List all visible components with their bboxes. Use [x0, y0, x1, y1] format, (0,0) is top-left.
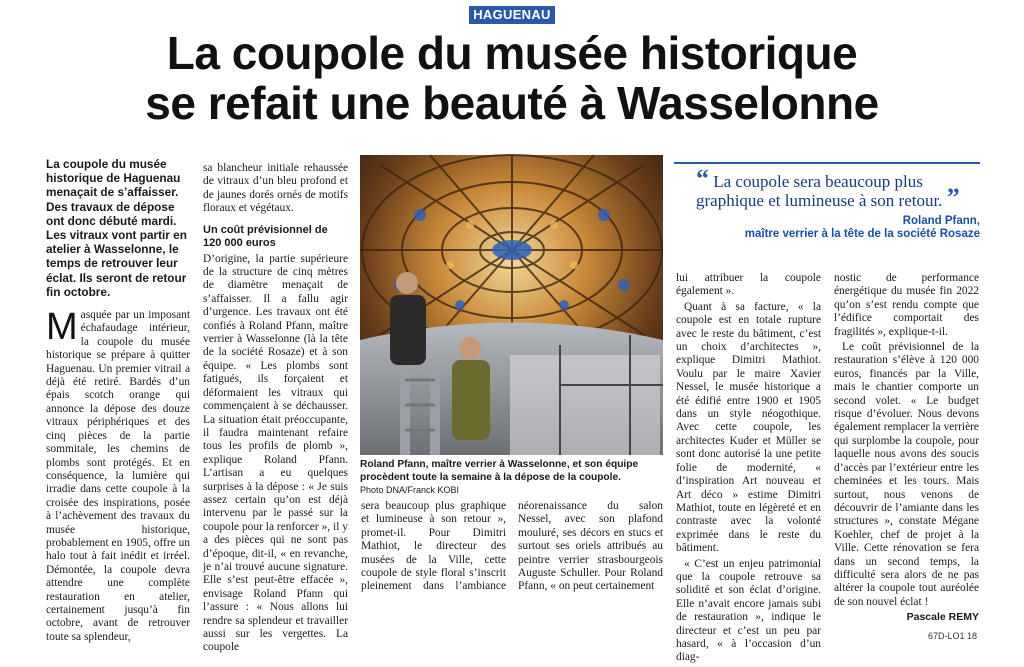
- column-2-body: D’origine, la partie supérieure de la structure de cinq mètres de diamètre menaçait de s’affaisser. Il a fallu agir d’urgence. Les travaux ont été confiés à Roland Pfann, maître verrier à Wasselonne (là la tête de la société Rosaze) et à son équipe. « Les plombs sont fatigués, ils forçaient et déformaient les vitraux qui commençaient à se déchausser. La situation était préoccupante, il faudra maintenant refaire tous les profils de plomb », explique Roland Pfann. L’artisan a eu quelques surprises à la dépose : « Je suis assez certain qu’on est déjà intervenu par le passé sur la coupole pour la renforcer », il y a des pièces qui ne sont pas d’époque, dit-il, « en revanche, je n’ai trouvé aucune signature. Elle s’est peut-être effacée », envisage Roland Pfann qui l’assure : « Nous allons lui rendre sa splendeur et travailler aussi sur les vergettes. La coupole: [203, 252, 348, 654]
- headline-line-1: La coupole du musée historique: [166, 27, 858, 79]
- photo-caption: [360, 459, 663, 498]
- section-kicker: HAGUENAU: [469, 6, 555, 24]
- quote-body: La coupole sera beaucoup plus graphique et lumineuse à son retour.: [696, 172, 943, 210]
- headline: [0, 28, 1024, 128]
- caption-text: Roland Pfann, maître verrier à Wasselonne, et son équipe procèdent toute la semaine à la dépose de la coupole.: [360, 459, 639, 483]
- column-2-intro: sa blancheur initiale rehaussée de vitraux d’un bleu profond et de jaunes dorés ornés de motifs floraux et végétaux.: [203, 162, 348, 215]
- column-4-body-2: « C’est un enjeu patrimonial que la coupole retrouve sa solidité et son éclat d’origine. Elle n’avait encore jamais subi de restauration », indique le directeur et c’est un peu par hasard, « à l’occasion d’un diag-: [676, 557, 821, 664]
- subheading: Un coût prévisionnel de 120 000 euros: [203, 223, 328, 249]
- column-4-intro: lui attribuer la coupole également ».: [676, 272, 821, 298]
- column-1-text: asquée par un imposant échafaudage intérieur, la coupole du musée historique se prépare à quitter Haguenau. Un premier vitrail a déjà été retiré. Bardés d’un épais scotch orange qui annonce la dépose des douze vitraux périphériques et des cinq pièces de la partie sommitale, les chemins de plombs sont protégés. Et en conséquence, la lumière qui irradie dans cette coupole à la croisée des inspirations, posée à l’achèvement des travaux du musée historique, probablement en 1905, offre un halo tout à fait inédit et irréel. Démontée, la coupole devra attendre une complète restauration en atelier, certainement jusqu’à fin octobre, avant de retrouver toute sa splendeur,: [46, 309, 190, 643]
- drop-cap: M: [46, 306, 78, 349]
- column-4-body-1: Quant à sa facture, « la coupole est en totale rupture avec le reste du bâtiment, c’est un choix d’architectes », explique Dimitri Mathiot. Voulu par le maire Xavier Nessel, le musée historique a été édifié entre 1900 et 1905 dans un style néogothique. Avec cette coupole, les architectes Kuder et Müller se sont donc autorisé la une petite folie de modernité, « d’inspiration Art nouveau et Art déco » estime Dimitri Mathiot, toute en légèreté et en contraste avec la volonté exprimée dans le reste du bâtiment.: [676, 300, 821, 555]
- column-5-body: Le coût prévisionnel de la restauration s’élève à 120 000 euros, financés par la Ville, mais le chantier comporte un second volet. « Le budget risque d’évoluer. Nous devons également remplacer la verrière qui surplombe la coupole, pour laquelle nous avons des soucis d’accès par l’extérieur entre les cheminées et les tours. Mais surtout, nous venons de découvrir de l’amiante dans les structures », constate Mégane Koehler, chef de projet à la Ville. Cette rénovation se fera dans un second temps, la difficulté sera alors de ne pas altérer la coupole tout auréolée de son nouvel éclat !: [834, 341, 979, 608]
- open-quote-icon: “: [696, 164, 709, 193]
- dome-photo-illustration: [360, 155, 663, 455]
- column-5-intro: nostic de performance énergétique du musée fin 2022 qu’on s’est rendu compte que l’édifice comportait des fragilités », explique-t-il.: [834, 272, 979, 338]
- column-4: [676, 272, 821, 667]
- photo-credit: Photo DNA/Franck KOBI: [360, 485, 460, 496]
- column-1: [46, 157, 190, 646]
- column-5: [834, 272, 979, 625]
- article-photo: [360, 155, 663, 455]
- column-3: [361, 500, 663, 615]
- pull-quote: [674, 162, 980, 241]
- column-2: [203, 162, 348, 657]
- quote-author: Roland Pfann,: [902, 215, 980, 227]
- column-1-body: [46, 306, 190, 644]
- headline-line-2: se refait une beauté à Wasselonne: [145, 77, 879, 129]
- pull-quote-text: [674, 164, 980, 212]
- author-signature: Pascale REMY: [906, 611, 979, 624]
- close-quote-icon: ”: [946, 183, 960, 212]
- quote-author-role: maître verrier à la tête de la société Rosaze: [744, 228, 980, 240]
- column-3-body: sera beaucoup plus graphique et lumineuse à son retour », promet-il. Pour Dimitri Mathiot, le directeur des musées de la Ville, cette coupole de style floral s’inscrit pleinement dans l’ambiance néorenaissance du salon Nessel, avec son plafond mouluré, ses décors en stucs et surtout ses oriels attribués au peintre verrier strasbourgeois Auguste Schuller. Pour Roland Pfann, « on peut certainement: [361, 500, 663, 593]
- lede: La coupole du musée historique de Haguenau menaçait de s’affaisser. Des travaux de dépose ont donc débuté mardi. Les vitraux vont partir en atelier à Wasselonne, le temps de retrouver leur éclat. Ils seront de retour fin octobre.: [46, 157, 187, 299]
- page-reference: 67D-LO1 18: [928, 631, 978, 641]
